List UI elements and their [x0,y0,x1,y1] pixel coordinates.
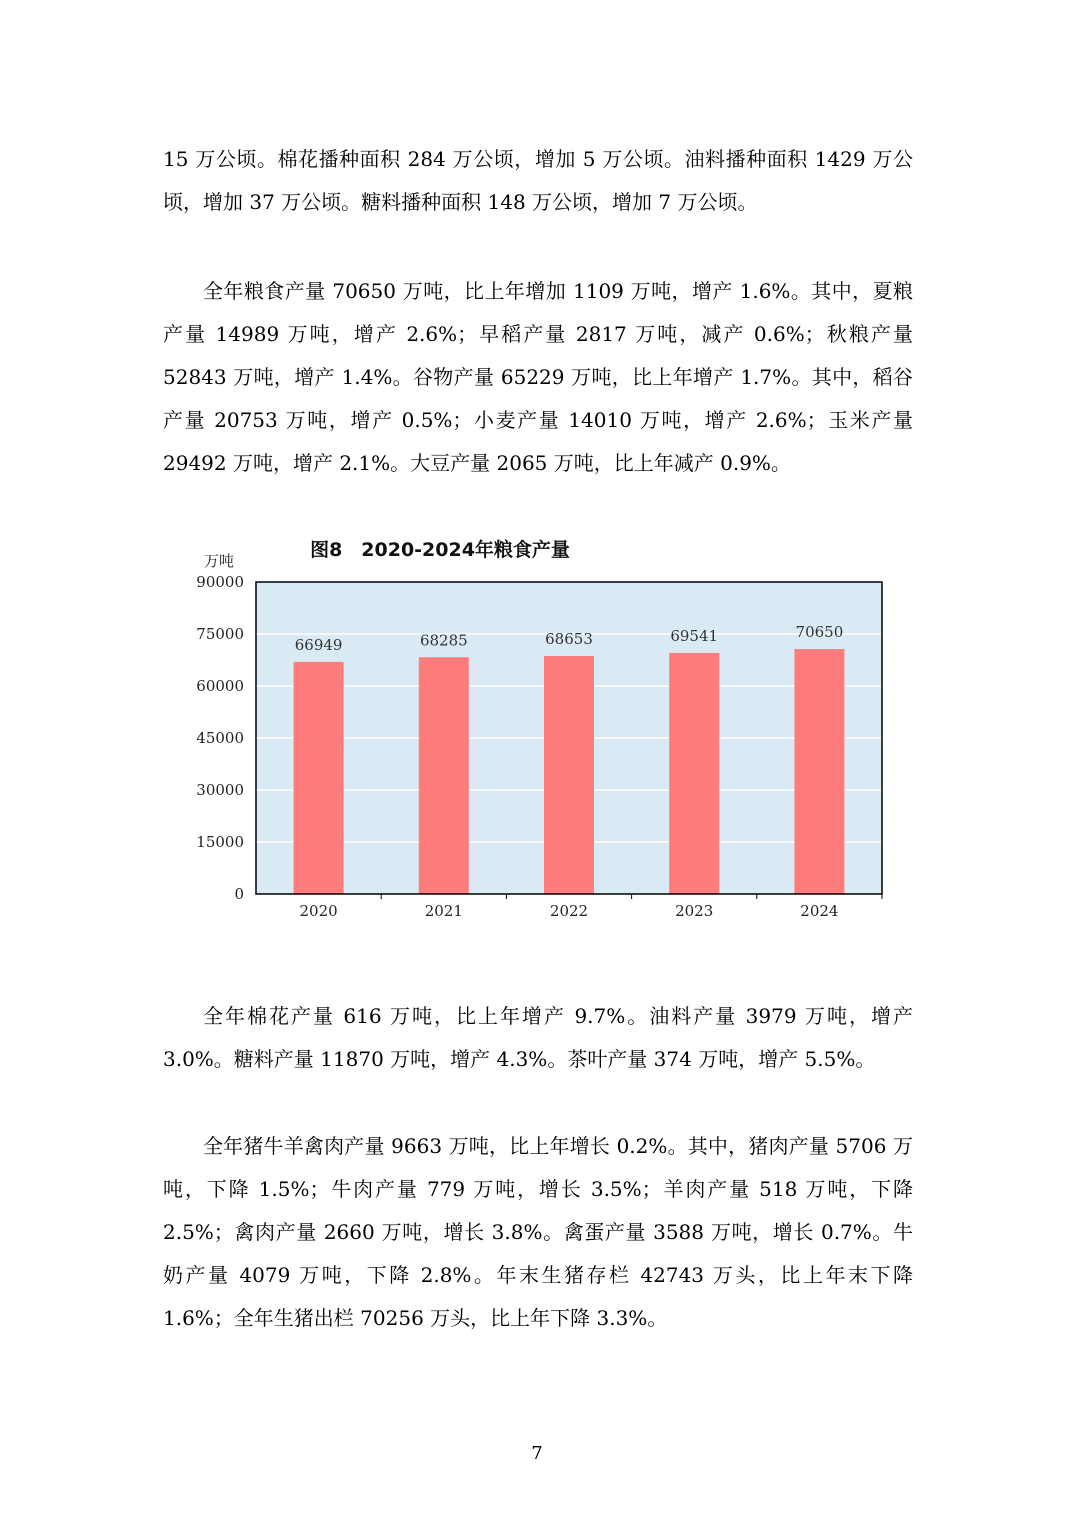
data-label: 66949 [294,635,343,654]
bar-2022 [544,656,594,894]
chart-title: 图8 2020-2024年粮食产量 [310,539,570,561]
paragraph-grain-output: 全年粮食产量 70650 万吨，比上年增加 1109 万吨，增产 1.6%。其中，夏粮产量 14989 万吨，增产 2.6%；早稻产量 2817 万吨，减产 0.6%；秋粮产量 52843 万吨，增产 1.4%。谷物产量 65229 万吨，比上年增产 1.7%。其中，稻谷产量 20753 万吨，增产 0.5%；小麦产量 14010 万吨，增产 2.6%；玉米产量 29492 万吨，增产 2.1%。大豆产量 2065 万吨，比上年减产 0.9%。 [163,279,913,475]
y-axis-label: 万吨 [204,552,235,570]
x-tick-label: 2021 [424,902,463,920]
data-label: 69541 [670,626,719,645]
y-tick-label: 0 [234,885,244,903]
y-tick-label: 30000 [196,781,244,799]
paragraph-cash-crops: 全年棉花产量 616 万吨，比上年增产 9.7%。油料产量 3979 万吨，增产 3.0%。糖料产量 11870 万吨，增产 4.3%。茶叶产量 374 万吨，增产 5.5%。 [163,1004,913,1071]
paragraph-sown-area: 15 万公顷。棉花播种面积 284 万公顷，增加 5 万公顷。油料播种面积 1429 万公顷，增加 37 万公顷。糖料播种面积 148 万公顷，增加 7 万公顷。 [163,147,913,214]
bar-2020 [294,662,344,894]
page-number: 7 [531,1443,543,1464]
bar-2024 [794,649,844,894]
x-tick-label: 2022 [549,902,589,920]
paragraph-livestock: 全年猪牛羊禽肉产量 9663 万吨，比上年增长 0.2%。其中，猪肉产量 5706 万吨，下降 1.5%；牛肉产量 779 万吨，增长 3.5%；羊肉产量 518 万吨，下降 2.5%；禽肉产量 2660 万吨，增长 3.8%。禽蛋产量 3588 万吨，增长 0.7%。牛奶产量 4079 万吨，下降 2.8%。年末生猪存栏 42743 万头，比上年末下降 1.6%；全年生猪出栏 70256 万头，比上年下降 3.3%。 [163,1134,913,1330]
data-label: 68653 [545,630,593,649]
data-label: 70650 [795,623,844,642]
x-tick-label: 2024 [800,902,839,920]
y-tick-label: 60000 [196,677,244,695]
y-tick-label: 75000 [196,625,244,643]
chart-svg [190,530,900,930]
y-tick-label: 15000 [196,833,244,851]
bar-2023 [669,653,719,894]
data-label: 68285 [419,631,468,650]
y-tick-label: 90000 [196,573,244,591]
x-tick-label: 2020 [299,902,338,920]
grain-output-chart [190,530,900,930]
bar-2021 [419,657,469,894]
x-tick-label: 2023 [675,902,714,920]
y-tick-label: 45000 [196,729,244,747]
